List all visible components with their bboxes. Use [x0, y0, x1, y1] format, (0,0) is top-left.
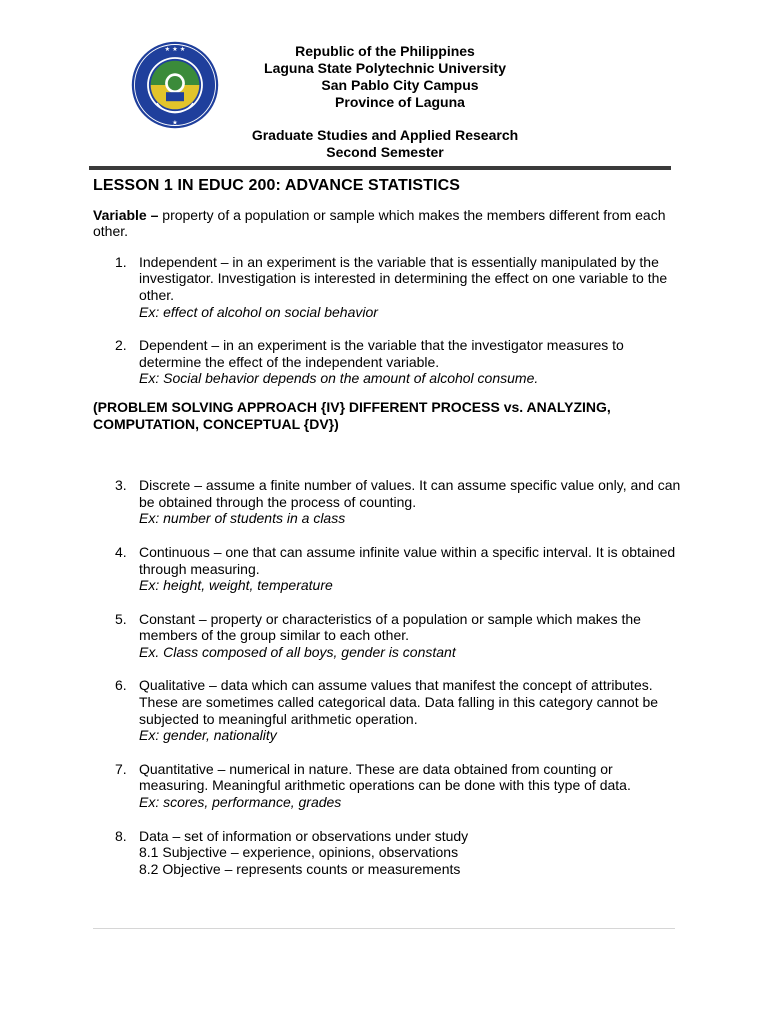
list-item-number: 8.	[115, 827, 127, 844]
list-item-number: 7.	[115, 760, 127, 777]
list-item	[93, 677, 683, 743]
list-item-number: 5.	[115, 610, 127, 627]
lesson-content	[93, 178, 683, 894]
header-graduate-studies: Graduate Studies and Applied Research	[251, 127, 519, 143]
list-item-number: 2.	[115, 337, 127, 354]
problem-solving-note: (PROBLEM SOLVING APPROACH {IV} DIFFERENT PROCESS vs. ANALYZING, COMPUTATION, CONCEPTUAL {DV})	[93, 398, 611, 432]
list-item-example: Ex: scores, performance, grades	[139, 794, 342, 811]
header-university: Laguna State Polytechnic University	[264, 60, 506, 76]
variable-definition	[93, 207, 683, 240]
list-item-text: Data – set of information or observations under study	[139, 827, 469, 844]
list-item-text: Discrete – assume a finite number of values. It can assume specific value only, and can be obtained through the process of counting.	[139, 477, 681, 510]
list-item-example: Ex: number of students in a class	[139, 510, 346, 527]
list-item-number: 1.	[115, 253, 127, 270]
list-item-example: Ex. Class composed of all boys, gender is constant	[139, 643, 456, 660]
section-spacer	[93, 432, 683, 477]
university-seal-icon	[130, 40, 220, 130]
list-item	[93, 828, 683, 878]
list-item-number: 3.	[115, 477, 127, 494]
list-item-number: 6.	[115, 677, 127, 694]
page-bottom-divider	[93, 928, 675, 929]
list-item-text: Dependent – in an experiment is the variable that the investigator measures to determine the effect of the independent variable.	[139, 337, 624, 370]
list-subitem-subjective: 8.1 Subjective – experience, opinions, observations	[139, 844, 459, 861]
list-item	[93, 761, 683, 811]
list-item-text: Qualitative – data which can assume values that manifest the concept of attributes. These are sometimes called categorical data. Data falling in this category cannot be subjected to meaningful arithmetic operation.	[139, 677, 659, 727]
lesson-title: LESSON 1 IN EDUC 200: ADVANCE STATISTICS	[93, 177, 461, 194]
header-country: Republic of the Philippines	[295, 43, 475, 59]
header-divider	[89, 166, 671, 170]
list-item-text: Continuous – one that can assume infinite value within a specific interval. It is obtained through measuring.	[139, 543, 676, 577]
variable-definition-text: property of a population or sample which makes the members different from each other.	[93, 206, 666, 240]
header-semester: Second Semester	[326, 144, 444, 160]
variable-term: Variable –	[93, 206, 159, 223]
header-institution	[235, 43, 535, 111]
list-item	[93, 544, 683, 594]
header-campus: San Pablo City Campus	[321, 77, 479, 93]
list-subitem-objective: 8.2 Objective – represents counts or measurements	[139, 860, 461, 877]
svg-text:★: ★	[172, 119, 178, 127]
document-header	[0, 0, 768, 170]
svg-text:★ ★ ★: ★ ★ ★	[164, 45, 186, 53]
list-item	[93, 477, 683, 527]
list-item-number: 4.	[115, 543, 127, 560]
header-province: Province of Laguna	[335, 94, 465, 110]
list-item	[93, 337, 683, 387]
list-item-text: Quantitative – numerical in nature. These are data obtained from counting or measuring. Meaningful arithmetic operations can be done with this type of data.	[139, 760, 631, 794]
list-item	[93, 611, 683, 661]
list-item-example: Ex: height, weight, temperature	[139, 577, 333, 594]
list-item-example: Ex: Social behavior depends on the amount of alcohol consume.	[139, 370, 539, 387]
list-item-example: Ex: effect of alcohol on social behavior	[139, 303, 378, 320]
list-item-example: Ex: gender, nationality	[139, 727, 277, 744]
list-item-text: Independent – in an experiment is the variable that is essentially manipulated by the investigator. Investigation is interested in determining the effect on one variable to the other.	[139, 253, 668, 303]
list-item-text: Constant – property or characteristics of a population or sample which makes the members of the group similar to each other.	[139, 610, 641, 644]
header-program	[235, 127, 535, 161]
list-item	[93, 254, 683, 320]
